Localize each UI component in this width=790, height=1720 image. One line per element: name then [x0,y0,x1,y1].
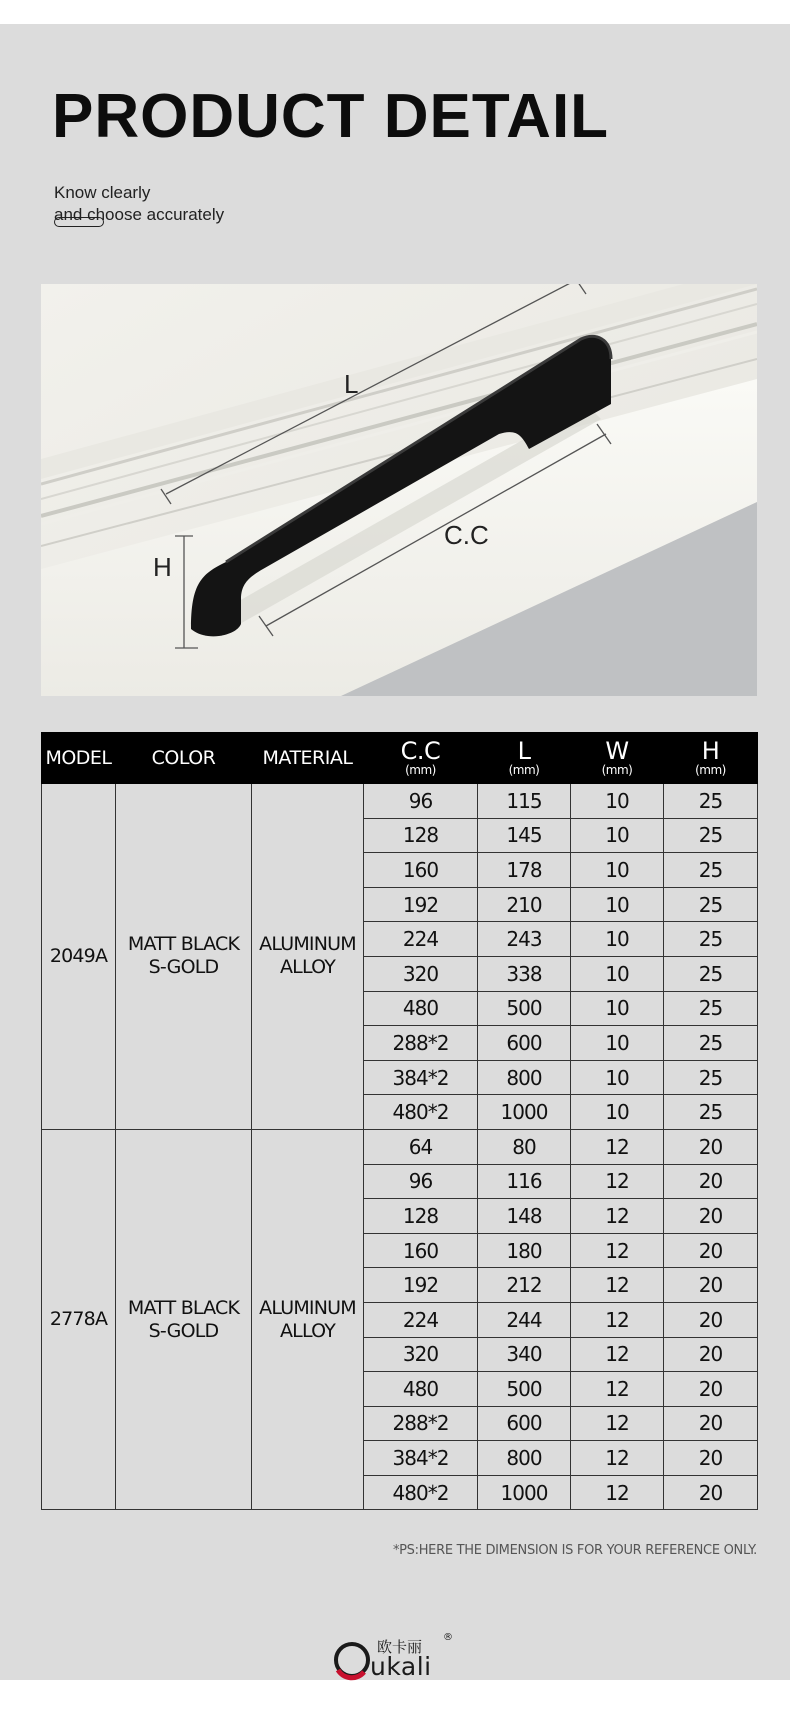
h-value: 25 [664,818,758,853]
w-value: 10 [571,991,664,1026]
l-value: 148 [478,1199,571,1234]
header-l-label: L [517,737,531,765]
cc-value: 160 [364,1233,478,1268]
cc-value: 96 [364,1164,478,1199]
l-value: 180 [478,1233,571,1268]
w-value: 12 [571,1164,664,1199]
h-value: 25 [664,922,758,957]
w-value: 10 [571,818,664,853]
cc-value: 320 [364,956,478,991]
w-value: 10 [571,784,664,819]
spec-table-header [42,733,758,784]
header-h [664,733,758,784]
w-value: 12 [571,1268,664,1303]
l-value: 178 [478,853,571,888]
cc-value: 64 [364,1129,478,1164]
table-row [42,784,758,819]
material-cell [252,784,364,1130]
material-line-2: ALLOY [279,1319,335,1342]
cc-value: 288*2 [364,1026,478,1061]
h-value: 20 [664,1337,758,1372]
brand-name-latin: ukali [370,1652,432,1681]
w-value: 12 [571,1475,664,1510]
cc-value: 192 [364,887,478,922]
l-value: 500 [478,1372,571,1407]
color-line-2: S-GOLD [148,1319,219,1342]
cc-value: 96 [364,784,478,819]
header-l [478,733,571,784]
w-value: 10 [571,922,664,957]
h-value: 20 [664,1475,758,1510]
header-unit: (mm) [695,763,726,777]
header-material: MATERIAL [252,733,364,784]
cc-value: 480*2 [364,1475,478,1510]
material-line-2: ALLOY [279,956,335,979]
w-value: 12 [571,1337,664,1372]
cc-value: 160 [364,853,478,888]
l-value: 115 [478,784,571,819]
l-value: 600 [478,1406,571,1441]
w-value: 12 [571,1441,664,1476]
l-value: 600 [478,1026,571,1061]
h-value: 25 [664,784,758,819]
brand-logo [330,1630,470,1690]
h-value: 20 [664,1129,758,1164]
w-value: 10 [571,956,664,991]
cc-value: 384*2 [364,1441,478,1476]
h-value: 25 [664,853,758,888]
brand-logo-mark [330,1630,470,1690]
spec-table-body [42,784,758,1510]
cc-value: 288*2 [364,1406,478,1441]
model-value: 2778A [49,1308,108,1331]
header-w-label: W [605,737,629,765]
w-value: 10 [571,1026,664,1061]
color-line-1: MATT BLACK [127,933,240,956]
h-value: 25 [664,887,758,922]
h-value: 20 [664,1406,758,1441]
h-value: 25 [664,1095,758,1130]
product-dimension-photo [41,284,757,696]
header-color: COLOR [116,733,252,784]
h-value: 20 [664,1372,758,1407]
cc-value: 480*2 [364,1095,478,1130]
cc-value: 224 [364,922,478,957]
l-value: 243 [478,922,571,957]
header-model: MODEL [42,733,116,784]
brand-name-cn: 欧卡丽 [377,1638,423,1656]
reference-note: *PS:HERE THE DIMENSION IS FOR YOUR REFERENCE ONLY. [392,1543,757,1558]
w-value: 12 [571,1406,664,1441]
cc-value: 480 [364,1372,478,1407]
material-line-1: ALUMINUM [259,933,356,956]
header-cc [364,733,478,784]
l-value: 116 [478,1164,571,1199]
cc-value: 384*2 [364,1060,478,1095]
cc-value: 192 [364,1268,478,1303]
w-value: 12 [571,1129,664,1164]
spec-table [41,732,758,1510]
cc-value: 224 [364,1302,478,1337]
w-value: 10 [571,1060,664,1095]
material-line-1: ALUMINUM [259,1296,356,1319]
w-value: 10 [571,1095,664,1130]
cc-value: 320 [364,1337,478,1372]
handle-illustration [41,284,757,696]
l-value: 80 [478,1129,571,1164]
l-value: 800 [478,1060,571,1095]
header-cc-label: C.C [400,737,441,765]
w-value: 12 [571,1199,664,1234]
h-value: 20 [664,1302,758,1337]
table-row [42,1129,758,1164]
cc-value: 480 [364,991,478,1026]
subtitle-line-1: Know clearly [54,183,151,202]
l-value: 800 [478,1441,571,1476]
model-cell [42,1129,116,1510]
header-h-label: H [701,737,720,765]
l-value: 1000 [478,1475,571,1510]
model-cell [42,784,116,1130]
model-value: 2049A [49,944,108,967]
l-value: 500 [478,991,571,1026]
w-value: 10 [571,853,664,888]
h-value: 25 [664,1026,758,1061]
l-value: 210 [478,887,571,922]
l-value: 1000 [478,1095,571,1130]
registered-mark: ® [443,1632,453,1643]
header-unit: (mm) [405,763,436,777]
header-w [571,733,664,784]
subtitle-line-2: and choose accurately [54,205,225,224]
h-value: 20 [664,1268,758,1303]
l-value: 338 [478,956,571,991]
l-value: 212 [478,1268,571,1303]
l-value: 145 [478,818,571,853]
w-value: 12 [571,1372,664,1407]
w-value: 12 [571,1233,664,1268]
h-value: 20 [664,1164,758,1199]
color-cell [116,1129,252,1510]
product-detail-page [0,24,790,1680]
height-label: H [153,552,172,582]
cc-value: 128 [364,818,478,853]
l-value: 340 [478,1337,571,1372]
l-value: 244 [478,1302,571,1337]
color-line-2: S-GOLD [148,956,219,979]
h-value: 20 [664,1441,758,1476]
h-value: 20 [664,1199,758,1234]
material-cell [252,1129,364,1510]
h-value: 25 [664,991,758,1026]
color-line-1: MATT BLACK [127,1296,240,1319]
header-unit: (mm) [601,763,633,777]
center-to-center-label: C.C [444,520,489,550]
w-value: 10 [571,887,664,922]
w-value: 12 [571,1302,664,1337]
color-cell [116,784,252,1130]
h-value: 25 [664,956,758,991]
cc-value: 128 [364,1199,478,1234]
length-label: L [344,369,359,399]
decorative-pill [54,217,104,227]
h-value: 20 [664,1233,758,1268]
h-value: 25 [664,1060,758,1095]
page-title: PRODUCT DETAIL [52,82,610,151]
header-unit: (mm) [508,763,540,777]
